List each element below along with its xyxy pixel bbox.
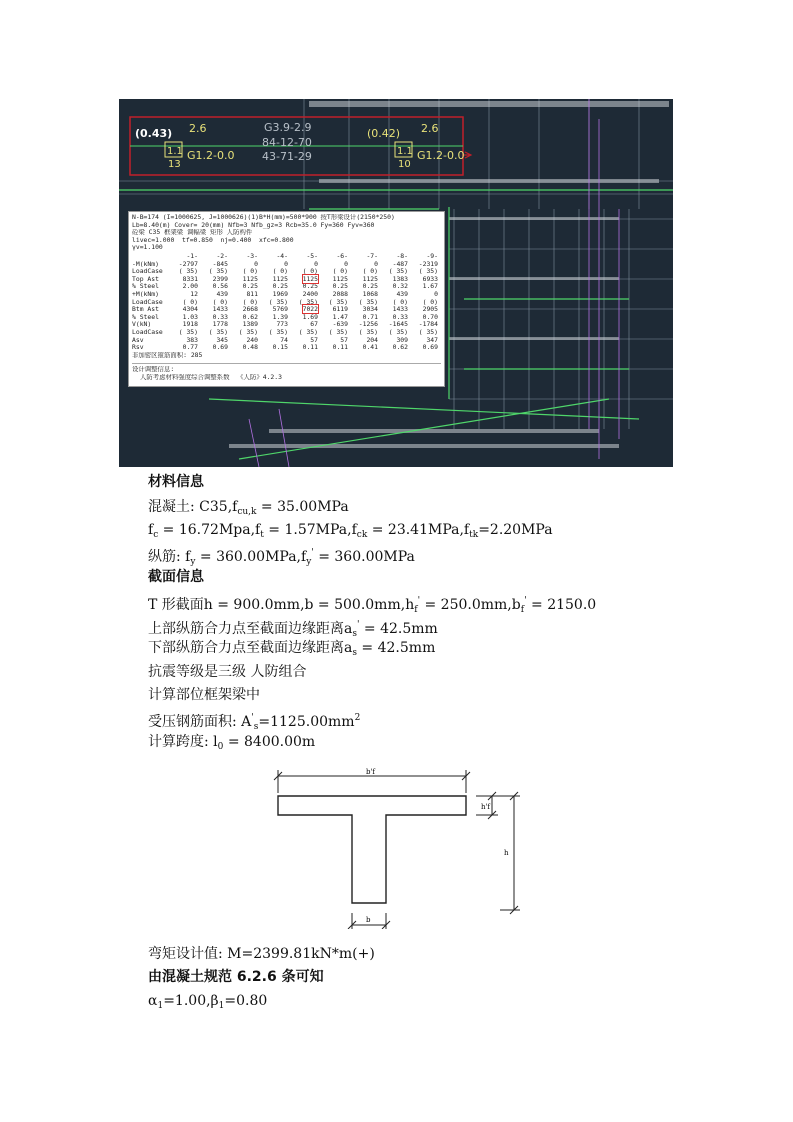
result-cell: ( 35) [358,327,378,336]
beta-value: =0.80 [224,993,268,1009]
result-cell: -3- [246,251,258,260]
concrete-line [148,497,349,522]
result-cell: ( 35) [208,267,228,276]
right-top-value: 2.6 [421,122,439,135]
rebar-prefix: 纵筋: f [148,549,191,565]
panel-line-4: livec=1.000 tf=0.850 nj=0.400 xfc=0.800 [132,236,294,244]
panel-extra: 非加密区箍筋面积: 285 [132,351,203,359]
result-cell: -2- [216,251,228,260]
result-cell: ( 0) [182,297,198,306]
result-cell: ( 0) [332,267,348,276]
result-row-label: % Steel [132,312,159,321]
bottom-cover-prefix: 下部纵筋合力点至截面边缘距离a [148,640,353,656]
result-cell: 1125 [272,274,288,283]
result-cell: 2.00 [182,282,198,291]
result-cell: 0.25 [302,282,318,291]
top-cover-suffix: = 42.5mm [359,621,438,637]
alpha-beta-line [148,991,267,1016]
right-g-value: G1.2-0.0 [417,149,465,162]
tsection-sup1: ' [417,596,421,606]
note-body: 人防考虑材料强度综合调整系数 《人防》4.2.3 [140,373,282,381]
result-cell: ( 0) [212,297,228,306]
comp-sup2: 2 [354,713,361,723]
result-cell: 1389 [242,320,258,329]
result-table [132,253,438,352]
strength-line [148,520,553,545]
beam-result-panel [128,211,445,387]
result-cell: 0.62 [242,312,258,321]
result-cell: 57 [340,335,348,344]
result-cell: ( 35) [268,327,288,336]
tsection-sup2: ' [524,596,527,606]
result-cell: ( 0) [272,267,288,276]
fck-sub: ck [356,530,368,540]
result-cell: ( 35) [418,327,438,336]
result-cell: -1645 [388,320,408,329]
tsection-mid: = 250.0mm,b [420,597,521,613]
result-cell: -7- [366,251,378,260]
result-cell: 6933 [422,274,438,283]
fck-value: = 23.41MPa,f [367,522,470,538]
result-cell: 1125 [362,274,378,283]
fc-symbol: f [148,522,154,538]
result-cell: 1969 [272,289,288,298]
result-cell: ( 35) [328,327,348,336]
result-cell: -5- [306,251,318,260]
tsection-sub2: f [520,605,525,615]
panel-note [132,363,441,381]
result-cell: 1125 [242,274,258,283]
result-cell: 0.33 [392,312,408,321]
result-cell: -487 [392,259,408,268]
top-cover-prefix: 上部纵筋合力点至截面边缘距离a [148,621,353,637]
result-cell: -4- [276,251,288,260]
result-cell: ( 35) [178,267,198,276]
label-hf: h'f [481,803,491,811]
top-cover-sup: ' [356,620,360,630]
result-cell: 1383 [392,274,408,283]
position-line: 计算部位框架梁中 [148,687,260,703]
result-cell: -1784 [418,320,438,329]
result-row-label: Asv [132,335,144,344]
result-row-label: V(kN) [132,320,152,329]
result-cell: 0.77 [182,343,198,352]
result-cell: 811 [246,289,258,298]
alpha-value: =1.00,β [163,993,219,1009]
result-cell: 383 [186,335,198,344]
result-cell: -845 [212,259,228,268]
right-ratio-label: (0.42) [367,127,401,140]
result-cell: 0 [314,259,318,268]
panel-line-2: Lb=8.40(m) Cover= 20(mm) Nfb=3 Nfb_gz=3 Rcb=35.0 Fy=360 Fyv=360 [132,221,375,229]
comp-suffix: =1125.00mm [258,714,355,730]
mid-line-3: 43-71-29 [262,150,312,163]
result-cell: ( 0) [242,267,258,276]
ftk-sub: tk [469,530,479,540]
label-bf: b'f [366,768,375,776]
note-title: 设计调整信息: [132,366,175,374]
bottom-cover-line [148,638,435,663]
result-cell: 2668 [242,305,258,314]
result-cell: 0.33 [212,312,228,321]
result-cell: 4304 [182,305,198,314]
result-cell: 1.47 [332,312,348,321]
result-cell: 0.71 [362,312,378,321]
bottom-cover-sub: s [352,648,357,658]
bottom-cover-suffix: = 42.5mm [356,640,436,656]
tsection-prefix: T 形截面h = 900.0mm,b = 500.0mm,h [148,597,415,613]
result-cell: ( 35) [328,297,348,306]
rebar-sub: y [190,557,196,567]
ft-sub: t [260,530,264,540]
result-cell: 5769 [272,305,288,314]
seismic-line: 抗震等级是三级 人防组合 [148,664,307,680]
comp-sub: s [253,722,259,732]
result-cell: ( 0) [422,297,438,306]
result-cell: 1778 [212,320,228,329]
result-cell: 8331 [182,274,198,283]
mid-line-1: G3.9-2.9 [264,121,312,134]
result-cell: ( 0) [392,297,408,306]
result-row-label: % Steel [132,282,159,291]
left-bottom-value: 13 [168,159,181,170]
result-cell: 773 [276,320,288,329]
result-cell: ( 35) [388,267,408,276]
result-cell: 0.70 [422,312,438,321]
panel-line-5: γv=1.100 [132,244,163,252]
cad-screenshot [119,99,673,467]
comp-sup: ' [251,713,254,723]
result-cell: 0.25 [362,282,378,291]
result-cell: 0.56 [212,282,228,291]
result-cell: 3034 [362,305,378,314]
comp-prefix: 受压钢筋面积: A [148,714,252,730]
result-cell: 2905 [422,305,438,314]
result-cell: 0.11 [302,343,318,352]
result-row-label: Btm Ast [132,305,159,314]
rebar-sup2: ' [311,548,314,558]
result-cell: 345 [216,335,228,344]
result-cell: 309 [396,335,408,344]
result-cell: 2400 [302,289,318,298]
concrete-prefix: 混凝土: C35,f [148,499,238,515]
result-cell: 1068 [362,289,378,298]
panel-line-3: 砼梁 C35 框架梁 调幅梁 矩形 人防构件 [132,229,253,237]
concrete-sub: cu,k [237,507,257,517]
result-cell: 0.41 [362,343,378,352]
concrete-suffix: = 35.00MPa [256,499,349,515]
result-cell: -8- [396,251,408,260]
result-cell: 1433 [212,305,228,314]
left-g-value: G1.2-0.0 [187,149,235,162]
span-suffix: = 8400.00m [223,734,316,750]
result-cell: ( 35) [388,327,408,336]
result-cell: 0.11 [332,343,348,352]
panel-line-1: N-B=174 (I=1000625, J=1000626)(1)B*H(mm)=500*900 按T形梁设计(2150*250) [132,214,395,221]
result-cell: 2088 [332,289,348,298]
result-cell: 0.25 [272,282,288,291]
result-cell: 2399 [212,274,228,283]
rebar-suffix: = 360.00MPa [313,549,415,565]
result-cell: 57 [310,335,318,344]
t-section-figure [262,763,532,929]
right-bottom-value: 10 [398,159,411,170]
alpha-sub: 1 [157,1001,164,1011]
result-cell: -1256 [358,320,378,329]
t-section-outline [278,796,466,903]
label-h: h [504,849,509,857]
result-cell: 0 [284,259,288,268]
result-cell: 439 [216,289,228,298]
result-cell: 0.69 [212,343,228,352]
alpha-symbol: α [148,993,158,1009]
result-row-label: LoadCase [132,297,163,306]
span-prefix: 计算跨度: l [148,734,218,750]
result-cell: 1.67 [422,282,438,291]
result-cell: 0.32 [392,282,408,291]
result-row-label: Rsv [132,343,144,352]
result-cell: 0.69 [422,343,438,352]
result-cell: ( 35) [418,267,438,276]
result-cell: 1125 [332,274,348,283]
result-cell: 0.25 [242,282,258,291]
fc-value: = 16.72Mpa,f [158,522,261,538]
result-cell: 74 [280,335,288,344]
span-sub: 0 [217,742,224,752]
result-cell: 0 [254,259,258,268]
result-cell: 1.03 [182,312,198,321]
result-cell: -2797 [178,259,198,268]
right-box-value: 1.1 [397,146,413,157]
result-cell: -639 [332,320,348,329]
result-cell: 0 [374,259,378,268]
result-row-label: +M(kNm) [132,289,159,298]
moment-line: 弯矩设计值: M=2399.81kN*m(+) [148,946,375,962]
tsection-sub1: f [414,605,418,615]
span-line [148,732,315,757]
result-cell: 0.15 [272,343,288,352]
result-cell: -2319 [418,259,438,268]
left-ratio-label: (0.43) [135,127,173,140]
result-row-label: LoadCase [132,327,163,336]
beta-sub: 1 [218,1001,225,1011]
result-cell: 347 [426,335,438,344]
ftk-value: =2.20MPa [478,522,553,538]
result-cell: 1.39 [272,312,288,321]
tsection-suffix: = 2150.0 [526,597,597,613]
heading-code: 由混凝土规范 6.2.6 条可知 [148,969,324,985]
result-cell: ( 35) [178,327,198,336]
result-row-label: Top Ast [132,274,159,283]
result-cell: ( 35) [358,297,378,306]
heading-material: 材料信息 [148,474,204,490]
result-cell: ( 35) [208,327,228,336]
result-cell: 6119 [332,305,348,314]
result-cell: 0.25 [332,282,348,291]
left-box-value: 1.1 [167,146,183,157]
result-cell: -9- [426,251,438,260]
result-cell: 1125 [302,274,318,283]
result-cell: 204 [366,335,378,344]
result-cell: 0 [344,259,348,268]
result-cell: ( 0) [362,267,378,276]
rebar-mid: = 360.00MPa,f [195,549,307,565]
result-cell: ( 0) [302,267,318,276]
result-cell: ( 0) [242,297,258,306]
result-cell: 12 [190,289,198,298]
label-b: b [366,916,371,924]
result-cell: ( 35) [238,327,258,336]
result-cell: ( 35) [298,327,318,336]
left-top-value: 2.6 [189,122,207,135]
result-cell: 439 [396,289,408,298]
result-table-row [132,344,438,352]
mid-line-2: 84-12-70 [262,136,312,149]
result-cell: 1.69 [302,312,318,321]
result-cell: 7022 [302,305,318,314]
result-cell: 1433 [392,305,408,314]
result-cell: ( 35) [268,297,288,306]
result-cell: 1918 [182,320,198,329]
result-cell: -1- [186,251,198,260]
result-cell: ( 35) [298,297,318,306]
fc-sub: c [153,530,159,540]
result-cell: 0 [434,289,438,298]
top-cover-sub: s [352,629,357,639]
rebar-sub2: y [306,557,312,567]
result-cell: 0.62 [392,343,408,352]
result-cell: -6- [336,251,348,260]
result-row-label: LoadCase [132,267,163,276]
heading-section: 截面信息 [148,569,204,585]
result-cell: 0.48 [242,343,258,352]
result-cell: 240 [246,335,258,344]
result-row-label: -M(kNm) [132,259,159,268]
ft-value: = 1.57MPa,f [263,522,357,538]
result-cell: 67 [310,320,318,329]
